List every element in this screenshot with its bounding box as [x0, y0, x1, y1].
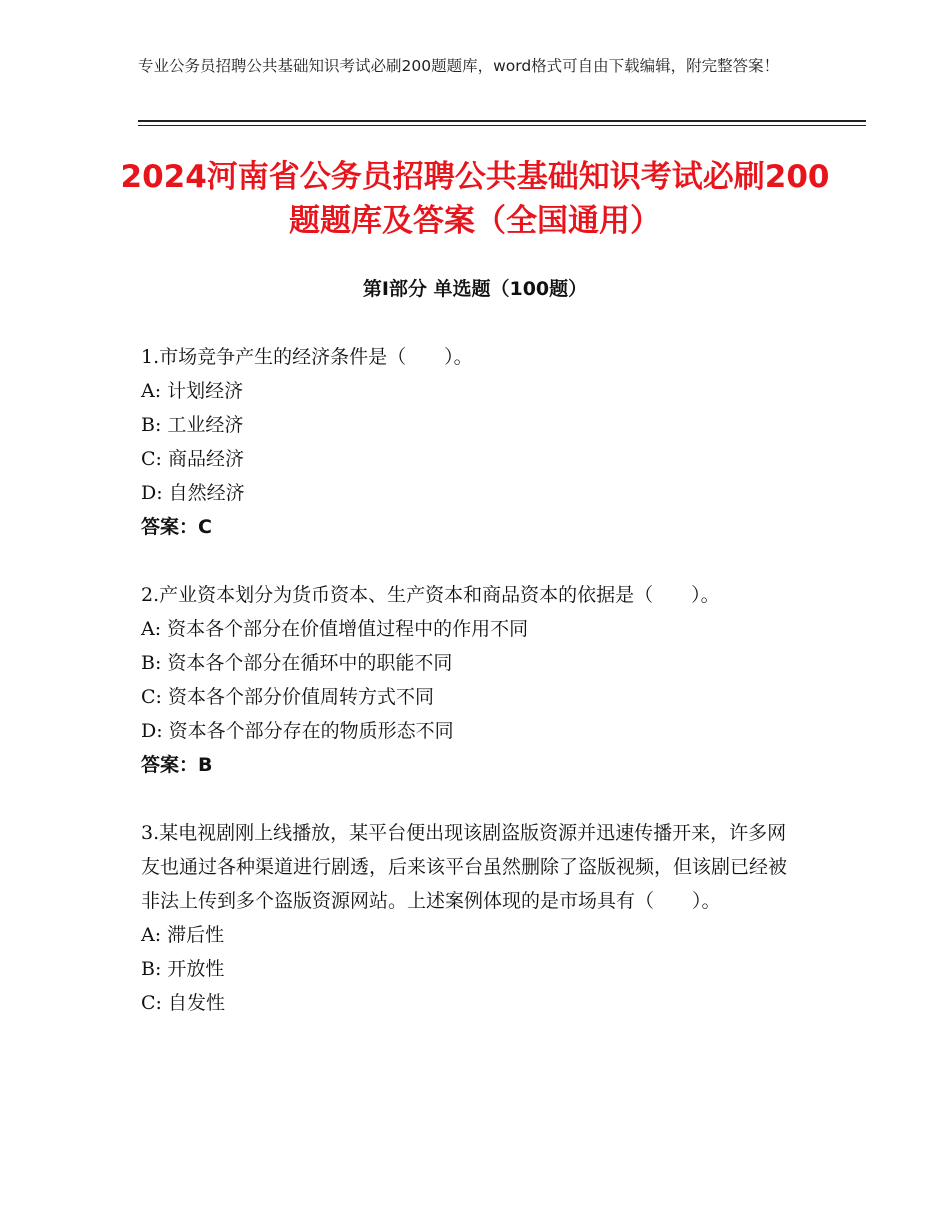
option-a: A: 计划经济 [141, 380, 244, 402]
question-stem: 1.市场竞争产生的经济条件是（ ）。 [141, 346, 473, 368]
option-b: B: 开放性 [141, 958, 225, 980]
answer-label: 答案：C [141, 516, 212, 538]
option-c: C: 资本各个部分价值周转方式不同 [141, 686, 434, 708]
option-a: A: 滞后性 [141, 924, 225, 946]
option-c: C: 商品经济 [141, 448, 244, 470]
option-b: B: 工业经济 [141, 414, 244, 436]
answer-label: 答案：B [141, 754, 213, 776]
option-a: A: 资本各个部分在价值增值过程中的作用不同 [141, 618, 529, 640]
document-title: 2024河南省公务员招聘公共基础知识考试必刷200题题库及答案（全国通用） [120, 159, 830, 239]
option-c: C: 自发性 [141, 992, 225, 1014]
question-stem: 2.产业资本划分为货币资本、生产资本和商品资本的依据是（ ）。 [141, 584, 720, 606]
option-b: B: 资本各个部分在循环中的职能不同 [141, 652, 453, 674]
section-title: 第Ⅰ部分 单选题（100题） [362, 278, 588, 300]
question-stem: 3.某电视剧刚上线播放，某平台便出现该剧盗版资源并迅速传播开来，许多网友也通过各种渠道进行剧透，后来该平台虽然删除了盗版视频，但该剧已经被非法上传到多个盗版资源网站。上述案例体现的是市场具有（ ）。 [141, 822, 788, 912]
question-2 [141, 578, 801, 782]
header-note: 专业公务员招聘公共基础知识考试必刷200题题库，word格式可自由下载编辑，附完整答案！ [138, 57, 780, 75]
question-3 [141, 816, 801, 1020]
question-list [141, 340, 801, 1054]
question-1 [141, 340, 801, 544]
header-divider-thin [138, 125, 866, 126]
option-d: D: 自然经济 [141, 482, 245, 504]
option-d: D: 资本各个部分存在的物质形态不同 [141, 720, 454, 742]
header-divider-thick [138, 120, 866, 122]
